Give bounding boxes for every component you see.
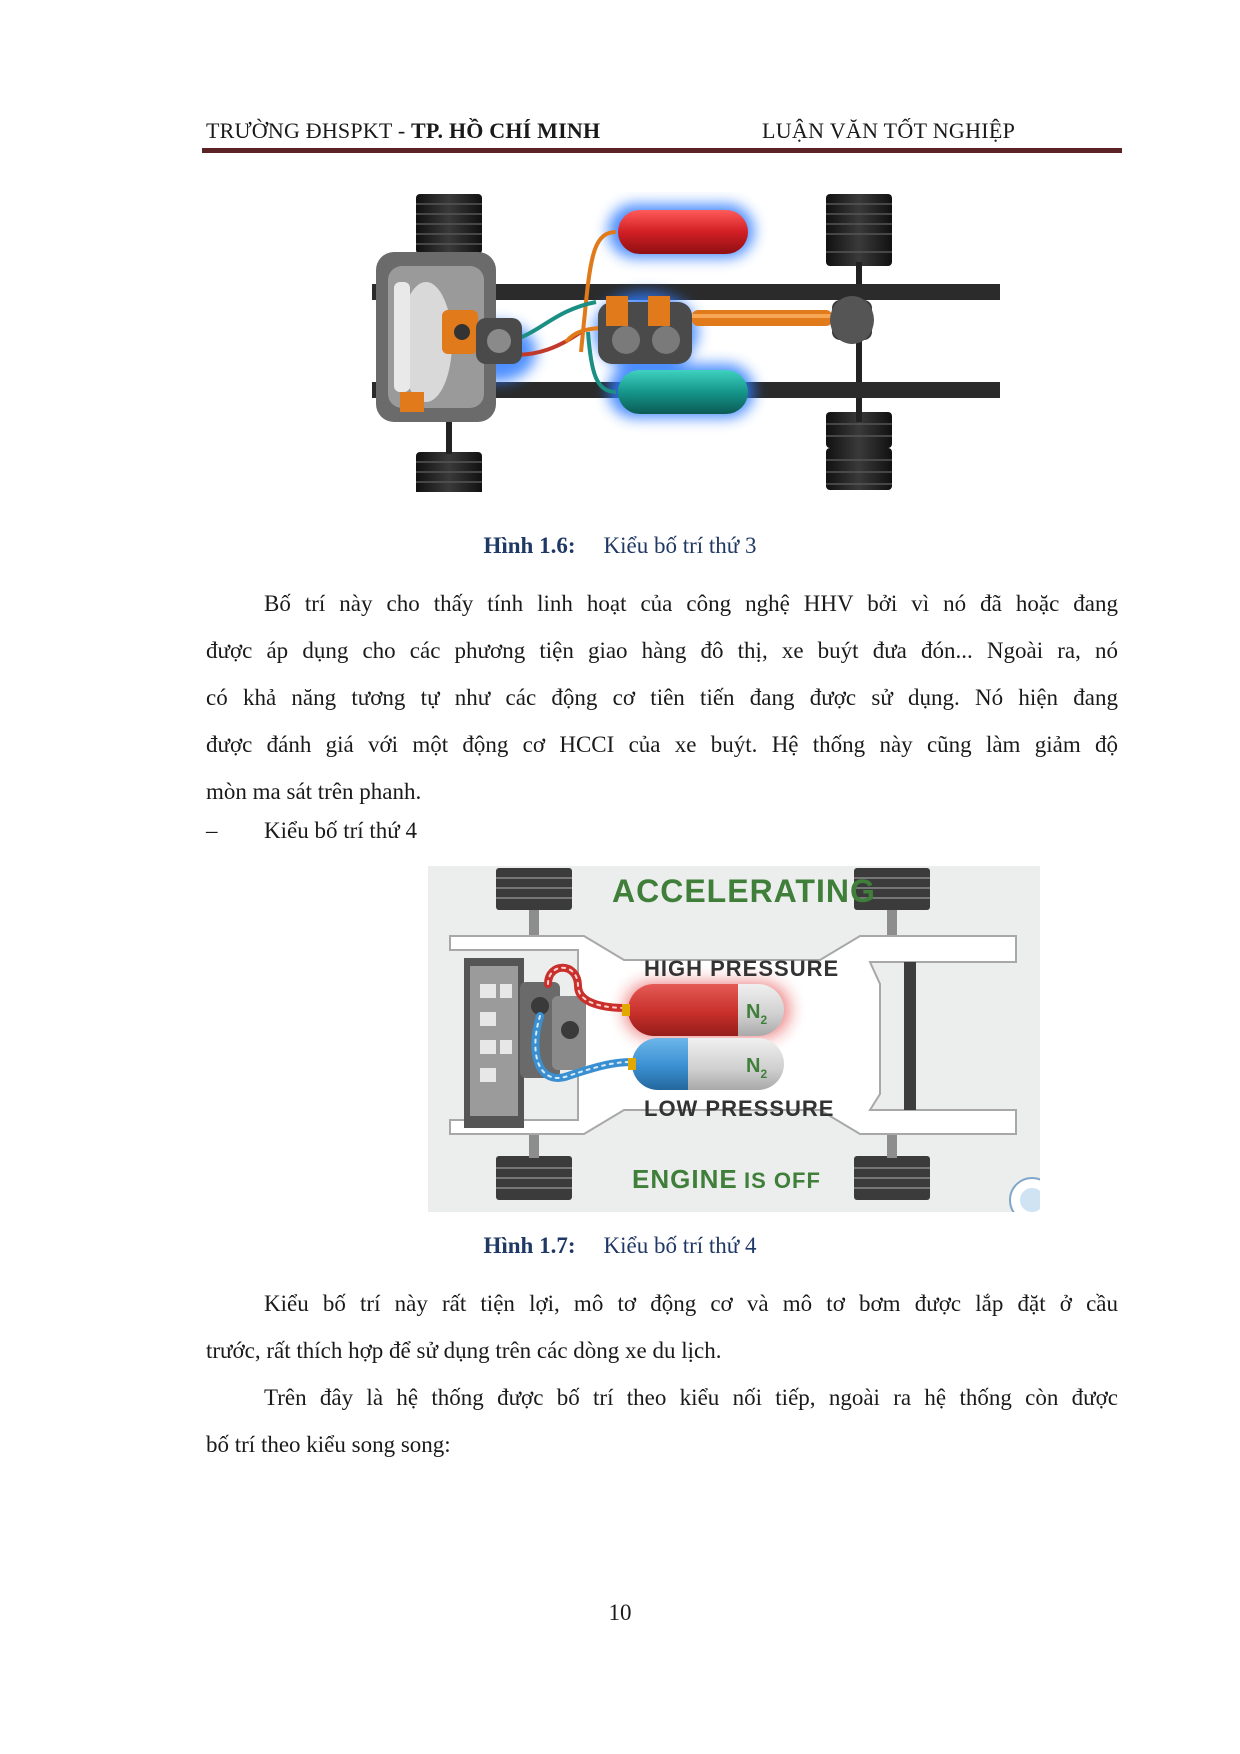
figure-1-7-caption: [0, 1233, 1240, 1259]
high-pressure-label: HIGH PRESSURE: [644, 956, 840, 981]
list-item-text: Kiểu bố trí thứ 4: [264, 818, 418, 843]
low-pressure-tank: [618, 370, 748, 414]
paragraph-1-line: được đánh giá với một động cơ HCCI của xe buýt. Hệ thống này cũng làm giảm độ: [206, 732, 1118, 757]
list-dash: –: [206, 818, 218, 843]
low-tank-gas-label: $N_2$: [746, 1055, 768, 1081]
paragraph-1-line: có khả năng tương tự như các động cơ tiên tiến đang được sử dụng. Nó hiện đang: [206, 685, 1118, 710]
drive-pump: [598, 296, 692, 364]
pump-motor: [476, 318, 522, 364]
pump-motors: [520, 982, 586, 1078]
low-pressure-tank: [628, 1038, 784, 1090]
paragraph-3-line: Trên đây là hệ thống được bố trí theo kiểu nối tiếp, ngoài ra hệ thống còn được: [264, 1385, 1118, 1410]
paragraph-1: [206, 580, 1118, 815]
paragraph-1-line: mòn ma sát trên phanh.: [206, 779, 422, 804]
engine-block: [464, 958, 524, 1128]
paragraph-1-line: được áp dụng cho các phương tiện giao hàng đô thị, xe buýt đưa đón... Ngoài ra, nó: [206, 638, 1118, 663]
header-school-city: TP. HỒ CHÍ MINH: [411, 118, 601, 143]
paragraph-2: [206, 1280, 1118, 1374]
header-school: [206, 118, 600, 144]
high-pressure-tank: [618, 210, 748, 254]
paragraph-2-line: Kiểu bố trí này rất tiện lợi, mô tơ động cơ và mô tơ bơm được lắp đặt ở cầu: [264, 1291, 1118, 1316]
header-doc-type: LUẬN VĂN TỐT NGHIỆP: [762, 118, 1016, 143]
driveshaft: [692, 296, 874, 344]
paragraph-1-line: Bố trí này cho thấy tính linh hoạt của công nghệ HHV bởi vì nó đã hoặc đang: [264, 591, 1118, 616]
paragraph-2-line: trước, rất thích hợp để sử dụng trên các dòng xe du lịch.: [206, 1338, 722, 1363]
figure-1-7-accelerating-diagram: [428, 866, 1040, 1212]
figure-1-6-caption: [0, 533, 1240, 559]
header-school-prefix: TRƯỜNG ĐHSPKT -: [206, 118, 412, 143]
low-pressure-label: LOW PRESSURE: [644, 1096, 835, 1121]
page-header: [204, 116, 1122, 144]
paragraph-3-line: bố trí theo kiểu song song:: [206, 1432, 451, 1457]
header-rule: [202, 148, 1122, 153]
figure-1-7-caption-text: Kiểu bố trí thứ 4: [603, 1233, 757, 1258]
is-off-word: IS OFF: [744, 1168, 821, 1193]
figure-1-7-label: Hình 1.7:: [483, 1233, 576, 1258]
rear-axle: [904, 962, 916, 1110]
figure-1-6-label: Hình 1.6:: [483, 533, 576, 558]
figure-1-6-chassis-diagram: [366, 192, 1006, 492]
figure-1-6-caption-text: Kiểu bố trí thứ 3: [603, 533, 757, 558]
page-number: 10: [608, 1600, 632, 1625]
engine-word: ENGINE: [632, 1164, 738, 1194]
accelerating-title: ACCELERATING: [612, 873, 876, 909]
paragraph-3: [206, 1374, 1118, 1468]
high-tank-gas-label: $N_2$: [746, 1001, 768, 1027]
